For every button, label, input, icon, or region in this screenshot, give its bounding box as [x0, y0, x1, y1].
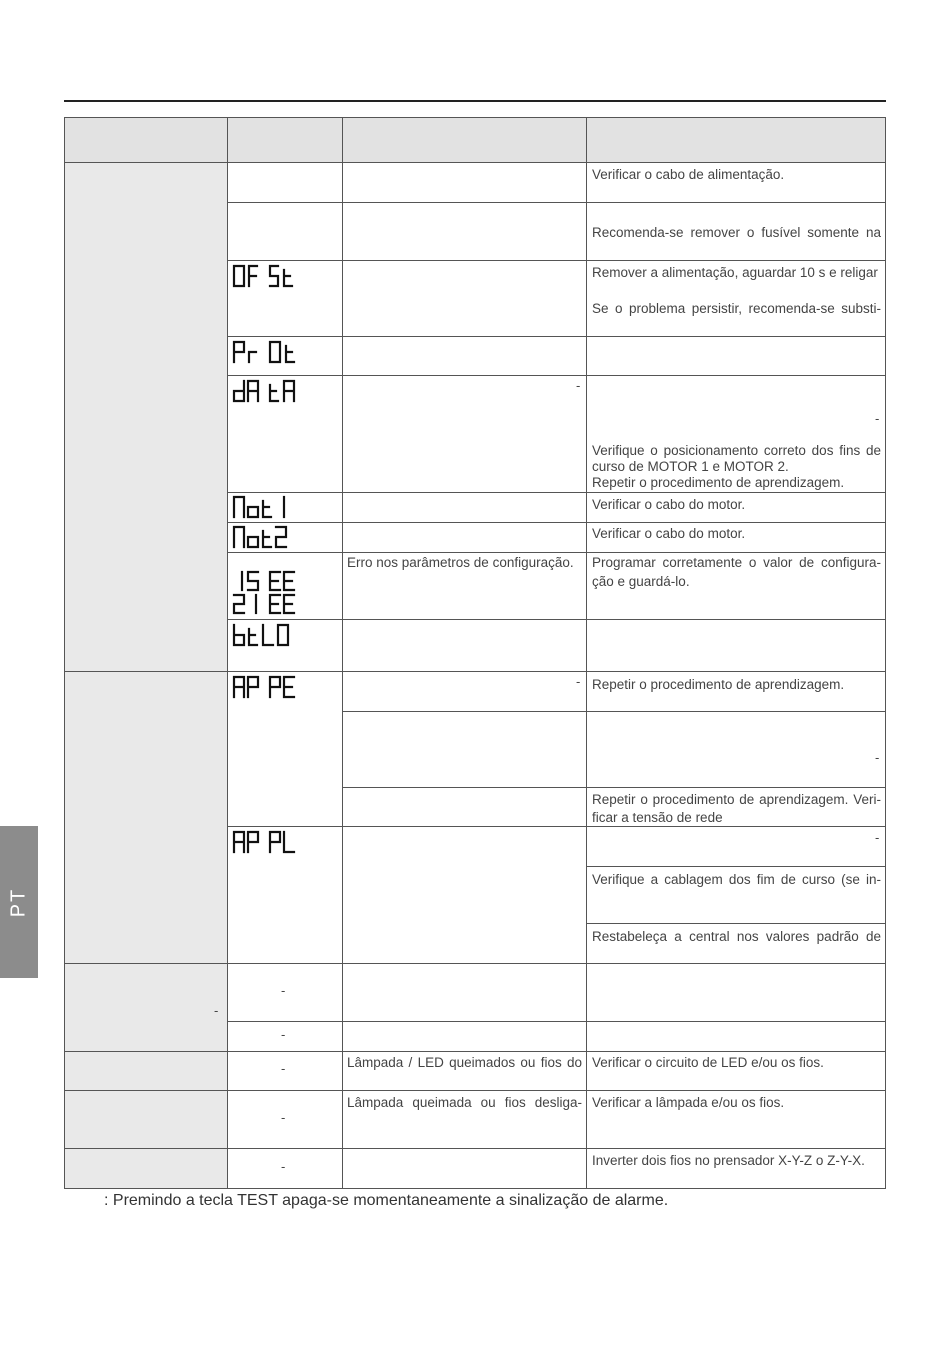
solution-text: Verificar o circuito de LED e/ou os fios.: [592, 1055, 824, 1070]
solution-text: ficar a tensão de rede: [592, 810, 723, 825]
cause-text: Lâmpada / LED queimados ou fios do: [347, 1055, 582, 1070]
header-cell-1: [64, 117, 228, 163]
solution-cell: [586, 963, 886, 1022]
display-code-mot2: [232, 525, 302, 553]
solution-text: Verifique o posicionamento correto dos fins de: [592, 443, 881, 458]
code-cell: [227, 162, 343, 203]
dash-mark: -: [875, 411, 880, 426]
display-code-appl: [232, 830, 302, 858]
cause-cell: [342, 711, 587, 788]
language-tab: [0, 826, 38, 978]
solution-text: Restabeleça a central nos valores padrão de: [592, 929, 881, 944]
footnote: : Premindo a tecla TEST apaga-se momentaneamente a sinalização de alarme.: [104, 1192, 669, 1209]
cause-text: Lâmpada queimada ou fios desliga-: [347, 1095, 582, 1110]
cause-cell: [342, 671, 587, 712]
display-code-prot: [232, 340, 302, 368]
group-cell-5: [64, 1090, 228, 1149]
group-cell-1: [64, 162, 228, 672]
solution-text: Recomenda-se remover o fusível somente na: [592, 225, 881, 240]
top-rule: [64, 100, 886, 102]
solution-text: Inverter dois fios no prensador X-Y-Z o Z-Y-X.: [592, 1153, 865, 1168]
dash-mark: -: [281, 1159, 286, 1174]
cause-cell: [342, 492, 587, 523]
display-code-data: [232, 379, 302, 407]
cause-cell: [342, 375, 587, 493]
dash-mark: -: [576, 674, 581, 689]
cause-cell: [342, 787, 587, 827]
display-code-mot1: [232, 495, 302, 523]
solution-text: Verifique a cablagem dos fim de curso (se in-: [592, 872, 881, 887]
code-cell: [227, 202, 343, 261]
cause-cell: [342, 522, 587, 553]
solution-text: Programar corretamente o valor de configura-: [592, 555, 881, 570]
solution-text: curso de MOTOR 1 e MOTOR 2.: [592, 459, 789, 474]
solution-text: ção e guardá-lo.: [592, 574, 690, 589]
solution-text: Verificar o cabo do motor.: [592, 497, 746, 512]
solution-text: Remover a alimentação, aguardar 10 s e religar: [592, 265, 878, 280]
solution-cell: [586, 1021, 886, 1052]
group-cell-6: [64, 1148, 228, 1189]
solution-text: Repetir o procedimento de aprendizagem. Veri-: [592, 792, 881, 807]
solution-text: Repetir o procedimento de aprendizagem.: [592, 677, 845, 692]
display-code-21ee: [232, 593, 302, 621]
display-code-ofst: [232, 264, 302, 292]
header-cell-2: [227, 117, 343, 163]
dash-mark: -: [214, 1003, 219, 1018]
cause-cell: [342, 202, 587, 261]
solution-text: Se o problema persistir, recomenda-se substi-: [592, 301, 881, 316]
solution-text: Verificar a lâmpada e/ou os fios.: [592, 1095, 785, 1110]
cause-cell: [342, 619, 587, 672]
cause-cell: [342, 826, 587, 964]
cause-cell: [342, 336, 587, 376]
cause-cell: [342, 1021, 587, 1052]
solution-cell: [586, 826, 886, 867]
cause-cell: [342, 260, 587, 337]
cause-cell: [342, 162, 587, 203]
display-code-btlo: [232, 623, 302, 651]
dash-mark: -: [281, 1027, 286, 1042]
cause-cell: [342, 963, 587, 1022]
group-cell-4: [64, 1051, 228, 1091]
group-cell-3: [64, 963, 228, 1052]
dash-mark: -: [875, 750, 880, 765]
dash-mark: -: [281, 1110, 286, 1125]
display-code-appe: [232, 675, 302, 703]
dash-mark: -: [875, 830, 880, 845]
solution-text: Verificar o cabo do motor.: [592, 526, 746, 541]
solution-text: Repetir o procedimento de aprendizagem.: [592, 475, 845, 490]
solution-text: Verificar o cabo de alimentação.: [592, 167, 785, 182]
language-tab-label: PT: [7, 887, 30, 917]
solution-cell: [586, 336, 886, 376]
header-cell-4: [586, 117, 886, 163]
header-cell-3: [342, 117, 587, 163]
dash-mark: -: [281, 983, 286, 998]
solution-cell: [586, 711, 886, 788]
solution-cell: [586, 619, 886, 672]
cause-cell: [342, 1148, 587, 1189]
dash-mark: -: [281, 1061, 286, 1076]
group-cell-2: [64, 671, 228, 964]
cause-text: Erro nos parâmetros de configuração.: [347, 555, 574, 570]
dash-mark: -: [576, 378, 581, 393]
